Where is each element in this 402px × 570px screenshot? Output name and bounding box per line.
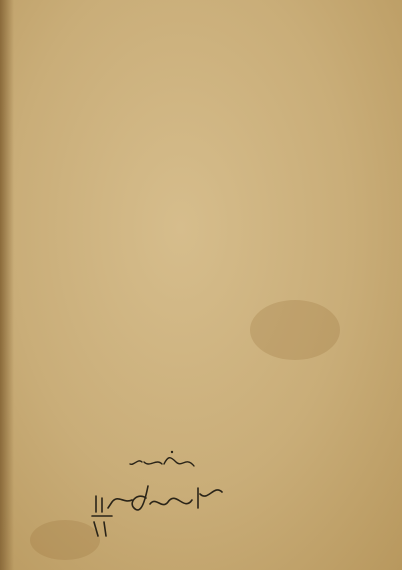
letter-line [22, 372, 382, 398]
letter-line [22, 212, 382, 238]
letter-line [22, 294, 382, 320]
letter-line [22, 346, 382, 372]
date-handwriting [88, 492, 118, 540]
letter-date [88, 492, 118, 540]
letter-line [22, 66, 382, 92]
letter-line [22, 12, 382, 38]
letter-line [22, 238, 382, 264]
letter-line [22, 40, 382, 66]
page-edge-shadow [0, 0, 14, 570]
letter-line [22, 398, 382, 424]
letter-line [22, 92, 382, 118]
closing-salutation [128, 446, 198, 476]
letter-line [22, 320, 382, 346]
letter-line [22, 144, 382, 170]
letter-line [22, 186, 382, 212]
letter-body [22, 6, 382, 406]
closing-salutation-handwriting [128, 446, 198, 476]
letter-line [22, 268, 382, 294]
letter-line [22, 118, 382, 144]
